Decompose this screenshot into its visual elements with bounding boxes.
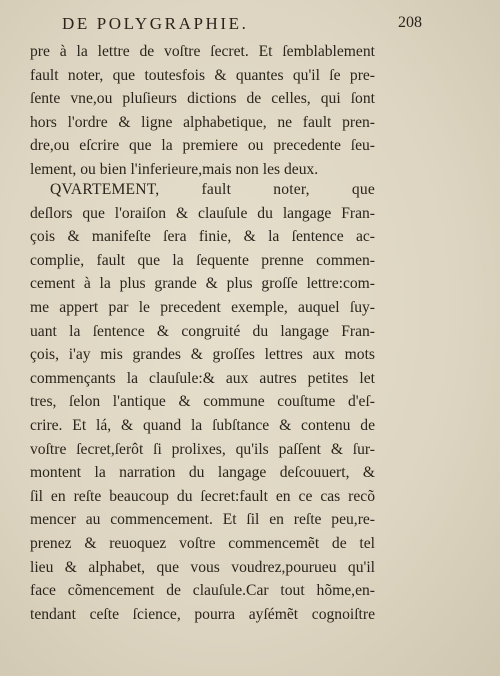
text-line: QVARTEMENT, fault noter, que <box>50 181 375 198</box>
text-line: tres, ſelon l'antique & commune couſtume d'eſ- <box>30 393 375 411</box>
text-line: me appert par le precedent exemple, auquel ſuy- <box>30 298 375 316</box>
text-line: dre,ou eſcrire que la premiere ou precedente ſeu- <box>30 137 375 155</box>
text-line: face cõmencement de clauſule.Car tout hõme,en- <box>30 582 375 600</box>
text-line: uant la ſentence & congruité du langage Fran- <box>30 322 375 340</box>
text-line: ſente vne,ou pluſieurs dictions de celles, qui ſont <box>30 90 375 108</box>
text-line: lieu & alphabet, que vous voudrez,pourueu qu'il <box>30 558 375 576</box>
paragraph-2 <box>30 178 375 626</box>
paragraph-1 <box>30 40 375 182</box>
running-title: DE POLYGRAPHIE. <box>62 14 249 33</box>
page-number: 208 <box>398 14 422 31</box>
text-line: voſtre ſecret,ſerôt ſi prolixes, qu'ils paſſent & ſur- <box>30 440 375 458</box>
text-line: tendant ceſte ſcience, pourra ayſémẽt cognoiſtre <box>30 605 375 623</box>
text-line: fault noter, que toutesfois & quantes qu'il ſe pre- <box>30 66 375 84</box>
text-line: çois, i'ay mis grandes & groſſes lettres aux mots <box>30 346 375 364</box>
text-line: cement à la plus grande & plus groſſe lettre:com- <box>30 275 375 293</box>
text-line: complie, fault que la ſequente prenne commen- <box>30 251 375 269</box>
text-line: prenez & reuoquez voſtre commencemẽt de tel <box>30 534 375 552</box>
page-header <box>62 14 422 36</box>
text-line: commençants la clauſule:& aux autres petites let <box>30 369 375 387</box>
text-line: hors l'ordre & ligne alphabetique, ne fault pren- <box>30 113 375 131</box>
text-line: deſlors que l'oraiſon & clauſule du langage Fran- <box>30 204 375 222</box>
text-line: pre à la lettre de voſtre ſecret. Et ſemblablement <box>30 43 375 60</box>
text-line: crire. Et lá, & quand la ſubſtance & contenu de <box>30 416 375 434</box>
text-line: mencer au commencement. Et ſil en reſte peu,re- <box>30 511 375 529</box>
text-line: çois & manifeſte ſera finie, & la ſentence ac- <box>30 228 375 246</box>
text-line: lement, ou bien l'inferieure,mais non les deux. <box>30 160 319 178</box>
text-line: montent la narration du langage deſcouuert, & <box>30 464 375 482</box>
text-line: ſil en reſte beaucoup du ſecret:fault en ce cas recõ <box>30 487 375 505</box>
